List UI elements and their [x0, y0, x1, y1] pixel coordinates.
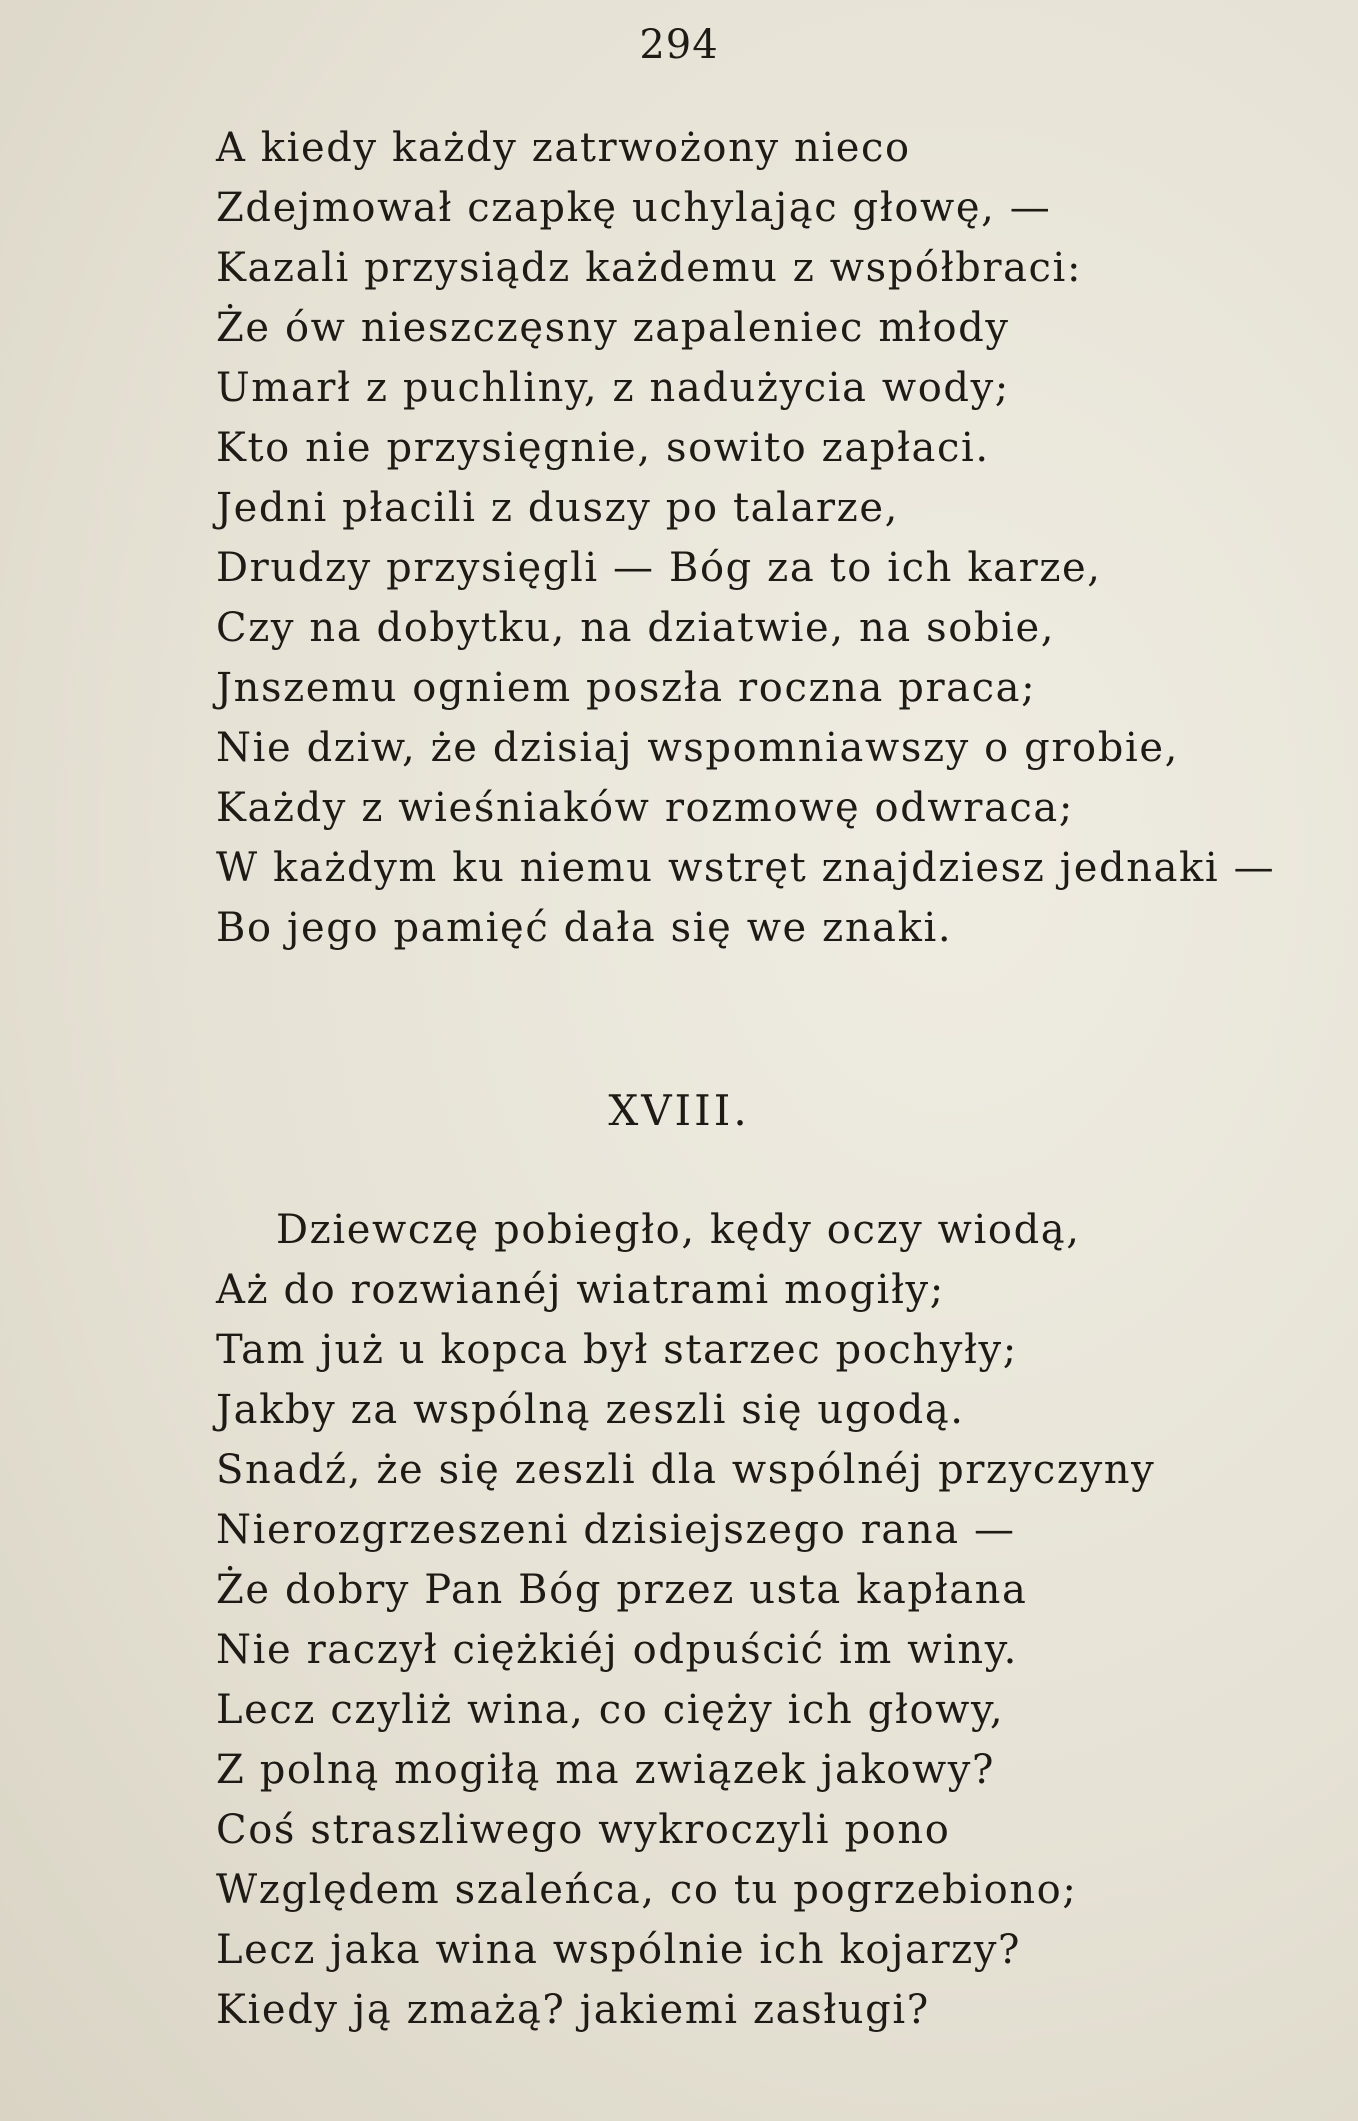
verse-line: Lecz jaka wina wspólnie ich kojarzy?	[216, 1927, 1022, 1973]
verse-line: W każdym ku niemu wstręt znajdziesz jednaki —	[216, 845, 1276, 891]
verse-line: Zdejmował czapkę uchylając głowę, —	[216, 185, 1052, 231]
verse-line: Nie raczył ciężkiéj odpuścić im winy.	[216, 1627, 1018, 1673]
verse-line: Snadź, że się zeszli dla wspólnéj przyczyny	[216, 1447, 1156, 1493]
verse-line: Że ów nieszczęsny zapaleniec młody	[216, 305, 1010, 351]
verse-line: Bo jego pamięć dała się we znaki.	[216, 905, 953, 951]
verse-line: Jnszemu ogniem poszła roczna praca;	[216, 665, 1037, 711]
verse-line: Względem szaleńca, co tu pogrzebiono;	[216, 1867, 1078, 1913]
verse-line: Kazali przysiądz każdemu z współbraci:	[216, 245, 1083, 291]
verse-line: Nie dziw, że dzisiaj wspomniawszy o grobie,	[216, 725, 1179, 771]
verse-line: Tam już u kopca był starzec pochyły;	[216, 1327, 1018, 1373]
verse-line: Aż do rozwianéj wiatrami mogiły;	[216, 1267, 945, 1313]
stanza-2	[216, 1200, 1155, 2040]
verse-line: Jakby za wspólną zeszli się ugodą.	[216, 1387, 965, 1433]
verse-line: Umarł z puchliny, z nadużycia wody;	[216, 365, 1010, 411]
verse-line: Coś straszliwego wykroczyli pono	[216, 1807, 951, 1853]
verse-line: Jedni płacili z duszy po talarze,	[216, 485, 899, 531]
verse-line: Że dobry Pan Bóg przez usta kapłana	[216, 1567, 1028, 1613]
verse-line: Lecz czyliż wina, co cięży ich głowy,	[216, 1687, 1005, 1733]
verse-line: Nierozgrzeszeni dzisiejszego rana —	[216, 1507, 1016, 1553]
verse-line: Kto nie przysięgnie, sowito zapłaci.	[216, 425, 990, 471]
verse-line: Czy na dobytku, na dziatwie, na sobie,	[216, 605, 1056, 651]
verse-line: Kiedy ją zmażą? jakiemi zasługi?	[216, 1987, 930, 2033]
verse-line: Drudzy przysięgli — Bóg za to ich karze,	[216, 545, 1102, 591]
page-number: 294	[639, 22, 719, 68]
verse-line: A kiedy każdy zatrwożony nieco	[216, 125, 911, 171]
verse-line: Z polną mogiłą ma związek jakowy?	[216, 1747, 996, 1793]
stanza-1	[216, 118, 1275, 958]
verse-line: Każdy z wieśniaków rozmowę odwraca;	[216, 785, 1074, 831]
verse-line: Dziewczę pobiegło, kędy oczy wiodą,	[276, 1207, 1081, 1253]
section-heading: XVIII.	[608, 1086, 750, 1135]
